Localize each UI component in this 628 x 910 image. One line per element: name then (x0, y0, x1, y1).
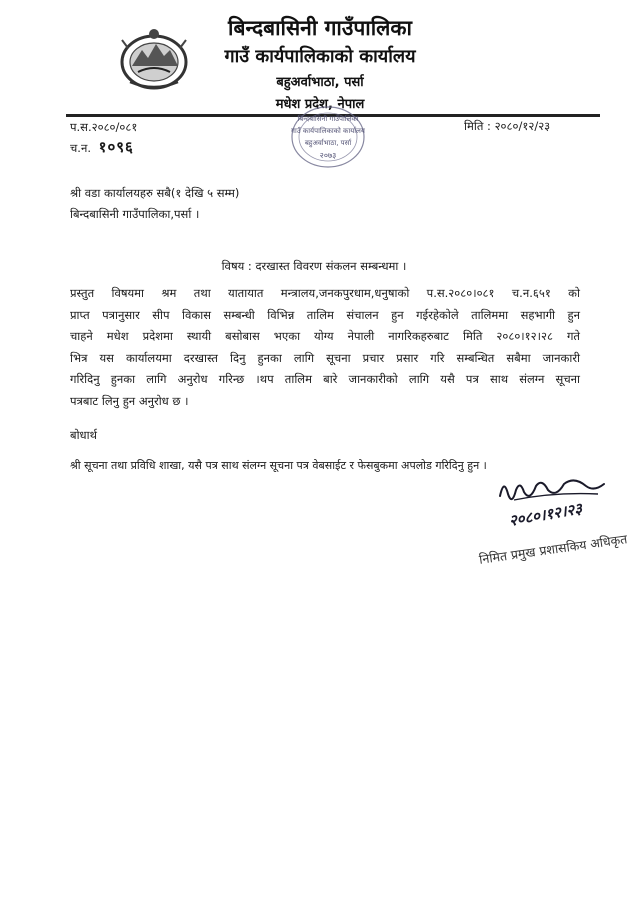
dispatch-number-value: १०९६ (98, 138, 134, 156)
body-line: प्राप्त पत्रानुसार सीप विकास सम्बन्धी विभिन्न तालिम संचालन हुन गईरहेकोले तालिममा सहभागी हुन (70, 307, 580, 322)
dispatch-label: च.न. (70, 141, 91, 155)
letter-fiscal-number: प.स.२०८०/०८१ (70, 120, 138, 134)
nepal-government-emblem-icon (118, 26, 190, 92)
subject-line: विषय : दरखास्त विवरण संकलन सम्बन्धमा । (221, 259, 407, 273)
body-line: प्रस्तुत विषयमा श्रम तथा यातायात मन्त्रालय,जनकपुरधाम,धनुषाको प.स.२०८०।०८१ च.न.६५१ को (70, 286, 580, 300)
signer-title: निमित प्रमुख प्रशासकिय अधिकृत (478, 531, 628, 567)
cc-recipient-line: श्री सूचना तथा प्रविधि शाखा, यसै पत्र साथ संलग्न सूचना पत्र वेबसाईट र फेसबुकमा अपलोड गरिदिनु हुन । (70, 459, 487, 472)
letter-body (70, 283, 580, 412)
recipient-line-2: बिन्दबासिनी गाउँपालिका,पर्सा । (70, 207, 200, 221)
office-seal-stamp (290, 104, 366, 170)
address-line-1: बहुअर्वाभाठा, पर्सा (276, 75, 364, 90)
cc-heading: बोधार्थ (70, 428, 97, 442)
stamp-line-3: बहुअर्वाभाठा, पर्सा (304, 139, 352, 147)
recipient-line-1: श्री वडा कार्यालयहरु सबै(१ देखि ५ सम्म) (70, 186, 240, 200)
body-line: पत्रबाट लिनु हुन अनुरोध छ । (70, 393, 189, 408)
address-line-2: मधेश प्रदेश, नेपाल (275, 97, 365, 112)
municipality-name: बिन्दबासिनी गाउँपालिका (228, 16, 412, 40)
stamp-line-2: गाउँ कार्यपालिकाको कार्यालय (291, 127, 365, 135)
stamp-line-1: बिन्दबासिनी गाउँपालिका (297, 115, 359, 123)
dispatch-number (70, 137, 134, 157)
signature-date: २०८०।१२।२३ (507, 499, 584, 530)
body-line: चाहने मधेश प्रदेशमा स्थायी बसोबास भएका योग्य नेपाली नागरिकहरुबाट मिति २०८०।१२।२८ गते (70, 329, 580, 343)
office-name: गाउँ कार्यपालिकाको कार्यालय (224, 46, 416, 67)
body-line: गरिदिनु हुनका लागि अनुरोध गरिन्छ ।थप तालिम बारे जानकारीको लागि यसै पत्र साथ संलग्न सूचना (70, 372, 580, 386)
handwritten-signature (494, 470, 610, 536)
letter-date: मिति : २०८०/१२/२३ (464, 119, 551, 133)
body-line: भित्र यस कार्यालयमा दरखास्त दिनु हुनका लागि सूचना प्रचार प्रसार गरि सम्बन्धित सबैमा जानकारी (70, 350, 580, 365)
stamp-year: २०७३ (319, 151, 337, 160)
